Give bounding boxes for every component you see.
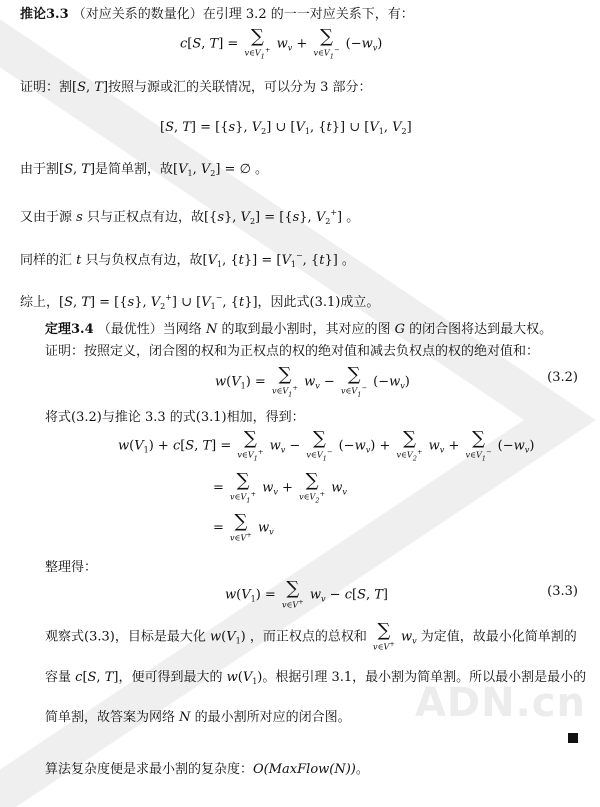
theorem-label: 定理3.4 — [45, 322, 94, 337]
theorem-text-c: 的闭合图将达到最大权。 — [409, 322, 553, 337]
proof-intro: 证明：割[S, T]按照与源或汇的关联情况，可以分为 3 部分： — [20, 80, 372, 95]
simple-cut-line: 由于割[S, T]是简单割，故[$V_1$, $V_2$] = ∅ 。 — [20, 162, 269, 178]
observe-a: 观察式(3.3)，目标是最大化 — [45, 629, 206, 645]
conclusion-line: 综上，[S, T] = [{s}, $V_2^+$] ∪ [$V_1^-$, {t}]，因此式(3.1)成立。 — [20, 293, 380, 311]
qed-square — [568, 733, 578, 743]
source-a: 又由于源 — [20, 210, 73, 225]
theorem-heading: 定理3.4 （最优性）当网络 N 的取到最小割时，其对应的图 G 的闭合图将达到最大权。 — [45, 322, 553, 337]
proof-intro-a: 证明：割 — [20, 80, 73, 95]
final-b: 的最小割所对应的闭合图。 — [194, 710, 351, 725]
sink-b: 只与负权点有边，故 — [85, 253, 203, 268]
corollary-equation: c[S, T] = ∑ $v\in V_1^+$ $w_v$ + ∑ $v\in V_1^-$ $(-w_v)$ — [180, 26, 383, 61]
watermark-text: ADN.cn — [414, 680, 586, 726]
complexity-end: 。 — [355, 762, 369, 777]
equation-3-3-number: (3.3) — [547, 584, 578, 599]
equation-3-3: $w(V_1)$ = ∑ v∈V+ $w_v - c[S$, T] — [225, 578, 388, 610]
cut-partition-equation: [S, T] = [{s}, $V_2$] ∪ [$V_1$, {t}] ∪ [$V_1$, $V_2$] — [160, 120, 412, 136]
equation-sum-line-2: = ∑ $v\in V_1^+$ $w_v$ + ∑ $v\in V_2^+$ $w_v$ — [213, 470, 347, 505]
proof-intro-b: 按照与源或汇的关联情况，可以分为 3 部分： — [108, 80, 372, 95]
capacity-a: 容量 — [45, 670, 72, 685]
theorem-text-b: 的取到最小割时，其对应的图 — [221, 322, 391, 337]
complexity-a: 算法复杂度便是求最小割的复杂度： — [45, 762, 254, 777]
equation-sum-line-1: $w(V_1) + c[S$, T] = ∑ $v\in V_1^+$ $w_v$ − ∑ $v\in V_1^-$ $(-w_v)$ + ∑ $v\in V_2^+$ $w_v$ + ∑ $v\in V_1^-$ $(-w_v)$ — [118, 428, 535, 463]
proof2-text: 证明：按照定义，闭合图的权和为正权点的权的绝对值和减去负权点的权的绝对值和： — [45, 344, 540, 359]
corollary-text: 在引理 3.2 的一一对应关系下，有： — [202, 7, 414, 22]
observe-c: 为定值，故最小化简单割的 — [420, 629, 577, 645]
source-b: 只与正权点有边，故 — [86, 210, 204, 225]
capacity-b: ，便可得到最大的 — [118, 670, 223, 685]
observe-b: ，而正权点的总权和 — [249, 629, 367, 645]
equation-sum-line-3: = ∑ v∈V+ $w_v$ — [213, 511, 274, 543]
simple-cut-a: 由于割 — [20, 162, 60, 177]
final-a: 简单割，故答案为网络 — [45, 710, 176, 725]
conclusion-b: ，因此式(3.1)成立。 — [257, 295, 380, 310]
theorem-text-a: 当网络 — [162, 322, 202, 337]
complexity-expression: O(MaxFlow(N)) — [253, 762, 356, 777]
corollary-heading — [20, 5, 414, 25]
conclusion-a: 综上， — [20, 295, 60, 310]
corollary-paren: （对应关系的数量化） — [72, 7, 203, 22]
equation-3-2: $w(V_1)$ = ∑ $v\in V_1^+$ $w_v$ − ∑ $v\in V_1^-$ $(-w_v)$ — [215, 364, 410, 399]
capacity-c: 。根据引理 3.1，最小割为简单割。所以最小割是最小的 — [262, 670, 587, 685]
corollary-label: 推论3.3 — [20, 7, 69, 22]
sink-line: 同样的汇 t 只与负权点有边，故[$V_1$, $\{t\}] = [V_1^-$, {t}] 。 — [20, 251, 355, 269]
capacity-line: 容量 c[S, T]，便可得到最大的 $w(V_1)$。根据引理 3.1，最小割为简单割。所以最小割是最小的 — [45, 670, 587, 686]
arrange-text: 整理得： — [45, 560, 98, 575]
complexity-line — [45, 760, 369, 780]
simple-cut-b: 是简单割，故 — [95, 162, 174, 177]
final-line: 简单割，故答案为网络 N 的最小割所对应的闭合图。 — [45, 710, 351, 725]
source-line: 又由于源 s 只与正权点有边，故[{s}, $V_2] = [\{s\}$, $V_2^+$] 。 — [20, 208, 360, 226]
theorem-paren: （最优性） — [97, 322, 163, 337]
sink-a: 同样的汇 — [20, 253, 73, 268]
combine-text: 将式(3.2)与推论 3.3 的式(3.1)相加，得到： — [45, 410, 305, 425]
equation-3-2-number: (3.2) — [547, 370, 578, 385]
observe-line: 观察式(3.3)，目标是最大化 $w(V_1)$ ，而正权点的总权和 ∑ v∈V+ $w_v$ 为定值，故最小化简单割的 — [45, 620, 577, 652]
